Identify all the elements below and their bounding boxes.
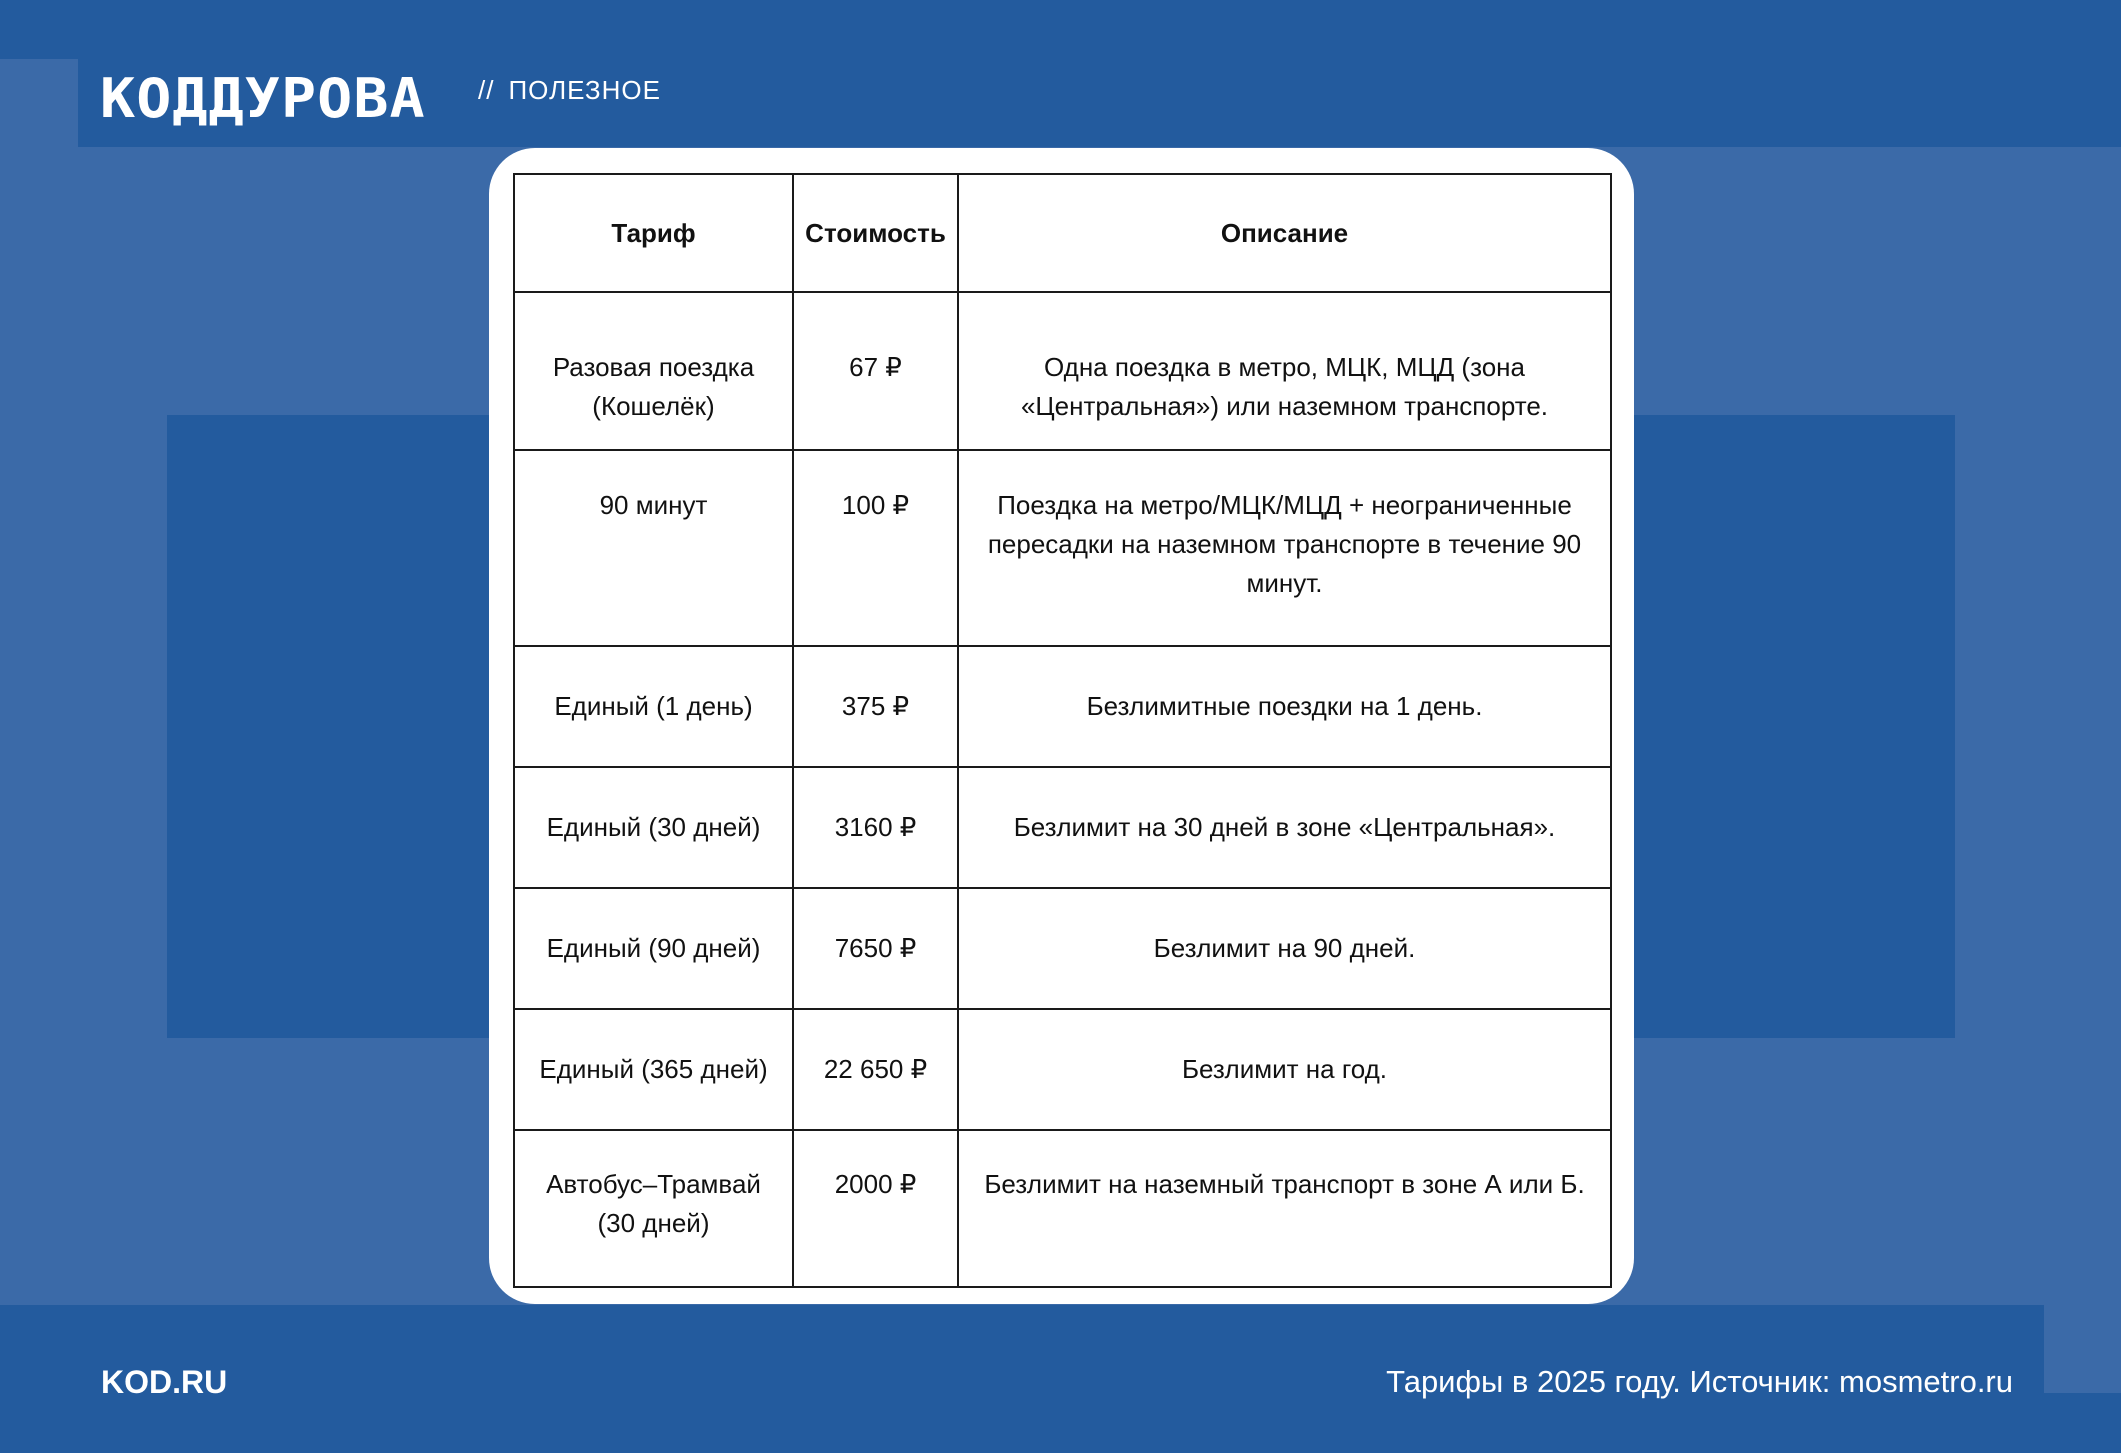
tariff-cell: Автобус–Трамвай (30 дней)	[514, 1130, 793, 1287]
table-row	[514, 1130, 1611, 1287]
section-name: ПОЛЕЗНОЕ	[508, 75, 661, 105]
table-row	[514, 292, 1611, 450]
footer-site-link[interactable]: KOD.RU	[101, 1364, 228, 1400]
section-separator: //	[478, 75, 495, 105]
description-cell: Безлимит на 30 дней в зоне «Центральная».	[958, 767, 1611, 888]
tariff-cell: Единый (365 дней)	[514, 1009, 793, 1130]
price-cell: 2000 ₽	[793, 1130, 958, 1287]
description-cell: Безлимит на год.	[958, 1009, 1611, 1130]
price-cell: 100 ₽	[793, 450, 958, 646]
description-cell: Безлимит на 90 дней.	[958, 888, 1611, 1009]
price-cell: 375 ₽	[793, 646, 958, 767]
description-cell: Одна поездка в метро, МЦК, МЦД (зона «Центральная») или наземном транспорте.	[958, 292, 1611, 450]
table-row	[514, 767, 1611, 888]
tariff-cell: Единый (1 день)	[514, 646, 793, 767]
header-description: Описание	[958, 174, 1611, 292]
footer-caption: Тарифы в 2025 году. Источник: mosmetro.ru	[1386, 1364, 2013, 1399]
table-header-row	[514, 174, 1611, 292]
price-cell: 7650 ₽	[793, 888, 958, 1009]
description-cell: Безлимит на наземный транспорт в зоне А или Б.	[958, 1130, 1611, 1287]
description-cell: Безлимитные поездки на 1 день.	[958, 646, 1611, 767]
tariff-cell: 90 минут	[514, 450, 793, 646]
price-cell: 67 ₽	[793, 292, 958, 450]
footer-band-step	[2044, 1393, 2121, 1453]
tariff-cell: Единый (90 дней)	[514, 888, 793, 1009]
top-band	[0, 0, 2121, 59]
description-cell: Поездка на метро/МЦК/МЦД + неограниченные пересадки на наземном транспорте в течение 90 минут.	[958, 450, 1611, 646]
table-row	[514, 888, 1611, 1009]
site-logo[interactable]: КОДДУРОВА	[100, 67, 426, 130]
header-price: Стоимость	[793, 174, 958, 292]
price-cell: 3160 ₽	[793, 767, 958, 888]
tariff-cell: Разовая поездка (Кошелёк)	[514, 292, 793, 450]
section-label	[478, 73, 661, 107]
table-row	[514, 450, 1611, 646]
tariff-cell: Единый (30 дней)	[514, 767, 793, 888]
tariffs-table	[513, 173, 1612, 1288]
price-cell: 22 650 ₽	[793, 1009, 958, 1130]
table-row	[514, 1009, 1611, 1130]
header-tariff: Тариф	[514, 174, 793, 292]
table-row	[514, 646, 1611, 767]
